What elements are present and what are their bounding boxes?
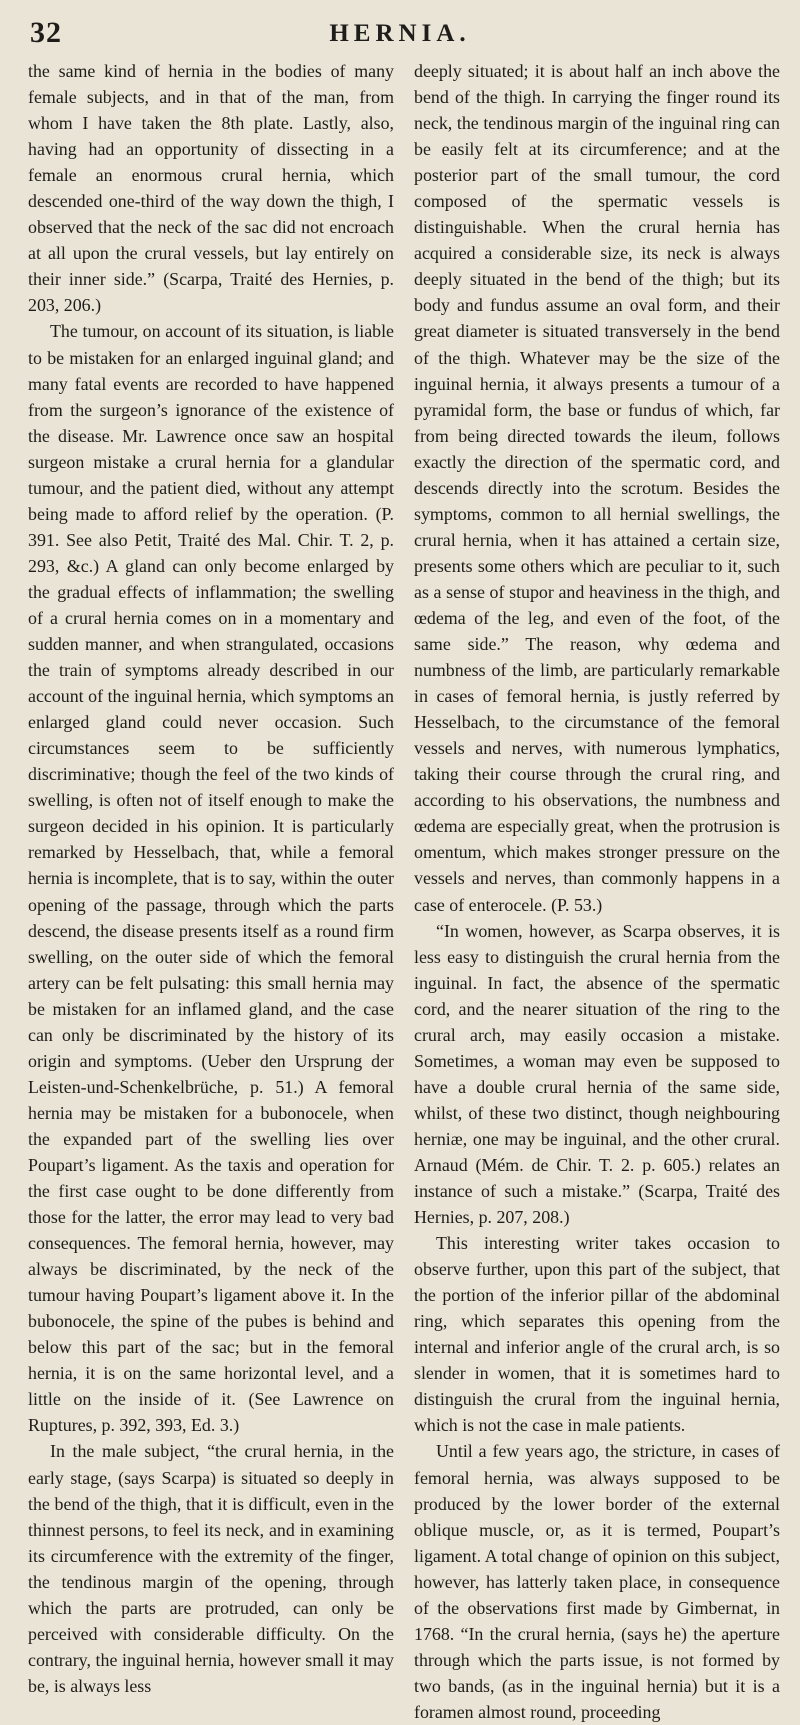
- paragraph: The tumour, on account of its situation, is liable to be mistaken for an enlarged inguinal gland; and many fatal events are recorded to have happened from the surgeon’s ignorance of the existence of the disease. Mr. Lawrence once saw an hospital surgeon mistake a crural hernia for a glandular tumour, and the patient died, without any attempt being made to afford relief by the operation. (P. 391. See also Petit, Traité des Mal. Chir. T. 2, p. 293, &c.) A gland can only become enlarged by the gradual effects of inflammation; the swelling of a crural hernia comes on in a momentary and sudden manner, and when strangulated, occasions the train of symptoms already described in our account of the inguinal hernia, which symptoms an enlarged gland could never occasion. Such circumstances seem to be sufficiently discriminative; though the feel of the two kinds of swelling, is often not of itself enough to make the surgeon decided in his opinion. It is particularly remarked by Hesselbach, that, while a femoral hernia is incomplete, that is to say, within the outer opening of the passage, through which the parts descend, the disease presents itself as a round firm swelling, on the outer side of which the femoral artery can be felt pulsating: this small hernia may be mistaken for an inflamed gland, and the case can only be discriminated by the history of its origin and symptoms. (Ueber den Ursprung der Leisten-und-Schenkelbrüche, p. 51.) A femoral hernia may be mistaken for a bubonocele, when the expanded part of the swelling lies over Poupart’s ligament. As the taxis and operation for the first case ought to be done differently from those for the latter, the error may lead to very bad consequences. The femoral hernia, however, may always be discriminated, by the neck of the tumour having Poupart’s ligament above it. In the bubonocele, the spine of the pubes is behind and below this part of the sac; but in the femoral hernia, it is on the same horizontal level, and a little on the inside of it. (See Lawrence on Ruptures, p. 392, 393, Ed. 3.): [28, 321, 394, 1436]
- paragraph: In the male subject, “the crural hernia, in the early stage, (says Scarpa) is situated so deeply in the bend of the thigh, that it is difficult, even in the thinnest persons, to feel its neck, and in examining its circumference with the extremity of the finger, the tendinous margin of the opening, through which the parts are protruded, can only be perceived with considerable difficulty. On the contrary, the inguinal hernia, however small it may be, is always less: [28, 1441, 394, 1696]
- page-number: 32: [30, 16, 62, 49]
- page-header: [0, 14, 800, 54]
- left-column: [28, 58, 394, 1699]
- running-head: HERNIA.: [329, 20, 471, 47]
- paragraph: deeply situated; it is about half an inch above the bend of the thigh. In carrying the finger round its neck, the tendinous margin of the inguinal ring can be easily felt at its circumference; and at the posterior part of the small tumour, the cord composed of the spermatic vessels is distinguishable. When the crural hernia has acquired a considerable size, its neck is always deeply situated in the bend of the thigh; but its body and fundus assume an oval form, and their great diameter is situated transversely in the bend of the thigh. Whatever may be the size of the inguinal hernia, it always presents a tumour of a pyramidal form, the base or fundus of which, far from being directed towards the ileum, follows exactly the direction of the spermatic cord, and descends directly into the scrotum. Besides the symptoms, common to all hernial swellings, the crural hernia, when it has attained a certain size, presents some others which are peculiar to it, such as a sense of stupor and heaviness in the thigh, and œdema of the leg, and even of the foot, of the same side.” The reason, why œdema and numbness of the limb, are particularly remarkable in cases of femoral hernia, is justly referred by Hesselbach, to the circumstance of the femoral vessels and nerves, with numerous lymphatics, taking their course through the crural ring, and according to his observations, the numbness and œdema are especially great, when the protrusion is omentum, which makes stronger pressure on the vessels and nerves, than commonly happens in a case of enterocele. (P. 53.): [414, 61, 780, 915]
- paragraph: the same kind of hernia in the bodies of many female subjects, and in that of the man, from whom I have taken the 8th plate. Lastly, also, having had an opportunity of dissecting in a female an enormous crural hernia, which descended one-third of the way down the thigh, I observed that the neck of the sac did not encroach at all upon the crural vessels, but lay entirely on their inner side.” (Scarpa, Traité des Hernies, p. 203, 206.): [28, 61, 394, 316]
- paragraph: This interesting writer takes occasion to observe further, upon this part of the subject, that the portion of the inferior pillar of the abdominal ring, which separates this opening from the internal and inferior angle of the crural arch, is so slender in women, that it is sometimes hard to distinguish the crural from the inguinal hernia, which is not the case in male patients.: [414, 1233, 780, 1436]
- paragraph: Until a few years ago, the stricture, in cases of femoral hernia, was always supposed to be produced by the lower border of the external oblique muscle, or, as it is termed, Poupart’s ligament. A total change of opinion on this subject, however, has latterly taken place, in consequence of the observations first made by Gimbernat, in 1768. “In the crural hernia, (says he) the aperture through which the parts issue, is not formed by two bands, (as in the inguinal hernia) but it is a foramen almost round, proceeding: [414, 1441, 780, 1722]
- right-column: [414, 58, 780, 1725]
- paragraph: “In women, however, as Scarpa observes, it is less easy to distinguish the crural hernia from the inguinal. In fact, the absence of the spermatic cord, and the nearer situation of the ring to the crural arch, may easily occasion a mistake. Sometimes, a woman may even be supposed to have a double crural hernia of the same side, whilst, of these two distinct, though neighbouring herniæ, one may be inguinal, and the other crural. Arnaud (Mém. de Chir. T. 2. p. 605.) relates an instance of such a mistake.” (Scarpa, Traité des Hernies, p. 207, 208.): [414, 920, 780, 1228]
